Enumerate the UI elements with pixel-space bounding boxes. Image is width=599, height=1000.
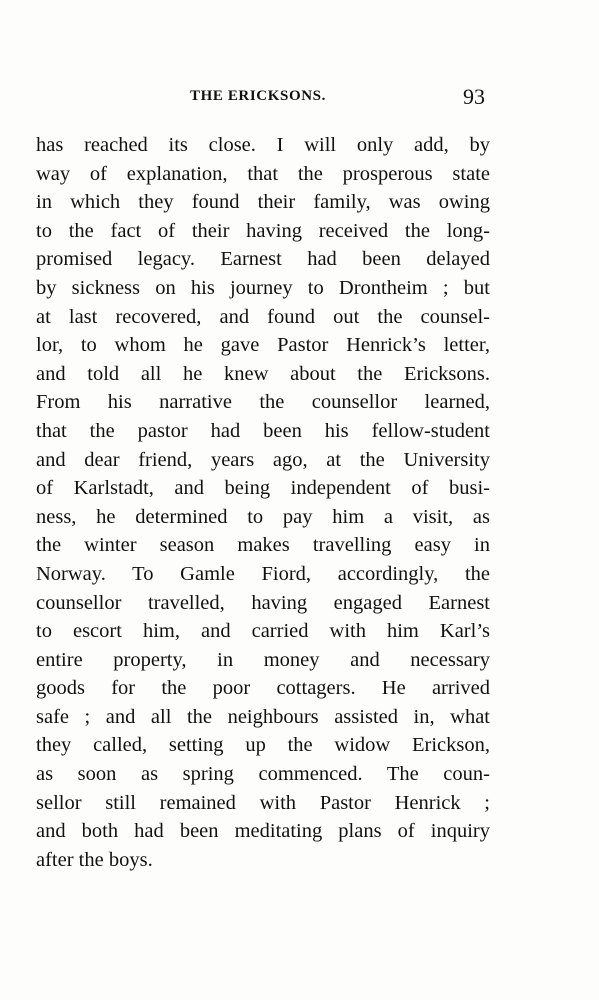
text-line: sellor still remained with Pastor Henrick ; <box>36 791 490 814</box>
text-line: From his narrative the counsellor learned, <box>36 391 490 414</box>
running-title: THE ERICKSONS. <box>190 88 326 104</box>
text-line: Norway. To Gamle Fiord, accordingly, the <box>36 562 490 585</box>
text-line: that the pastor had been his fellow-student <box>36 419 490 442</box>
text-line: to escort him, and carried with him Karl’s <box>36 620 490 643</box>
text-line: entire property, in money and necessary <box>36 648 490 671</box>
text-line: safe ; and all the neighbours assisted in, what <box>36 705 490 728</box>
page-number: 93 <box>463 84 485 109</box>
text-line: ness, he determined to pay him a visit, as <box>36 505 490 528</box>
text-line: has reached its close. I will only add, by <box>36 134 490 156</box>
text-line: in which they found their family, was owing <box>36 191 490 214</box>
text-line: and told all he knew about the Ericksons. <box>36 362 490 385</box>
text-line: way of explanation, that the prosperous state <box>36 162 490 185</box>
text-line: lor, to whom he gave Pastor Henrick’s letter, <box>36 334 490 357</box>
text-line: to the fact of their having received the long- <box>36 219 490 242</box>
text-line: by sickness on his journey to Drontheim ; but <box>36 276 490 299</box>
text-line: promised legacy. Earnest had been delayed <box>36 248 490 271</box>
body-text <box>36 131 490 874</box>
text-line: at last recovered, and found out the counsel- <box>36 305 490 328</box>
text-line: and dear friend, years ago, at the University <box>36 448 490 471</box>
text-line: goods for the poor cottagers. He arrived <box>36 677 490 700</box>
text-line: the winter season makes travelling easy in <box>36 534 490 557</box>
text-line: as soon as spring commenced. The coun- <box>36 763 490 786</box>
text-line: of Karlstadt, and being independent of busi- <box>36 477 490 500</box>
text-line: they called, setting up the widow Erickson, <box>36 734 490 757</box>
text-line: counsellor travelled, having engaged Earnest <box>36 591 490 614</box>
text-line: after the boys. <box>36 848 153 871</box>
text-line: and both had been meditating plans of inquiry <box>36 820 490 843</box>
